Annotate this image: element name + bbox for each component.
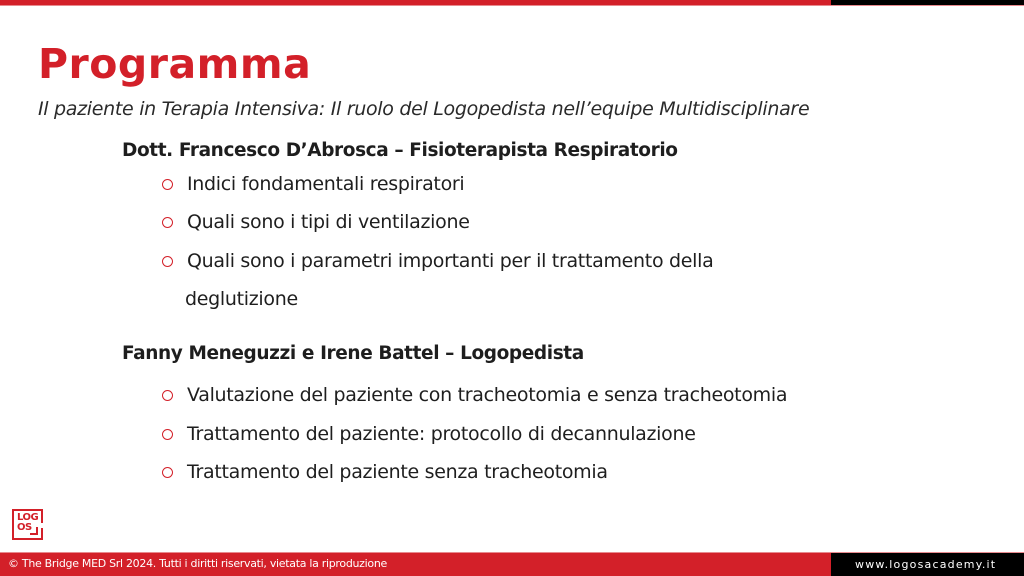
logo-line-2: OS (17, 522, 32, 533)
logo-line-1: LOG (17, 512, 39, 523)
list-item (162, 461, 608, 483)
list-item (162, 384, 787, 406)
circle-bullet-icon (162, 390, 173, 401)
section-heading-logopedista: Fanny Meneguzzi e Irene Battel – Logopedista (122, 343, 584, 364)
footer-red-section (0, 553, 831, 576)
logo-frame-gap (39, 523, 43, 528)
list-item-continuation: deglutizione (185, 288, 298, 310)
website-link[interactable]: www.logosacademy.it (855, 558, 997, 571)
circle-bullet-icon (162, 217, 173, 228)
top-bar-divider (0, 5, 1024, 6)
circle-bullet-icon (162, 467, 173, 478)
list-item-text: Indici fondamentali respiratori (187, 173, 465, 195)
list-item (162, 250, 713, 272)
section-heading-fisioterapista: Dott. Francesco D’Abrosca – Fisioterapista Respiratorio (122, 140, 678, 161)
circle-bullet-icon (162, 179, 173, 190)
logo-corner-mark (30, 527, 38, 535)
circle-bullet-icon (162, 429, 173, 440)
list-item (162, 211, 470, 233)
top-accent-bar (0, 0, 1024, 6)
list-item-text: Trattamento del paziente: protocollo di decannulazione (187, 423, 696, 445)
slide-title: Programma (38, 40, 312, 88)
list-item-text: Valutazione del paziente con tracheotomia e senza tracheotomia (187, 384, 788, 406)
logos-logo-icon (12, 509, 43, 540)
list-item-text: Quali sono i tipi di ventilazione (187, 211, 470, 233)
footer-bar (0, 552, 1024, 576)
list-item-text: Quali sono i parametri importanti per il trattamento della (187, 250, 714, 272)
list-item (162, 423, 696, 445)
list-item-text: Trattamento del paziente senza tracheotomia (187, 461, 608, 483)
list-item (162, 173, 464, 195)
copyright-text: © The Bridge MED Srl 2024. Tutti i diritti riservati, vietata la riproduzione (8, 557, 387, 570)
circle-bullet-icon (162, 256, 173, 267)
slide-subtitle: Il paziente in Terapia Intensiva: Il ruolo del Logopedista nell’equipe Multidisciplinare (38, 98, 810, 120)
footer-black-section (831, 553, 1024, 576)
